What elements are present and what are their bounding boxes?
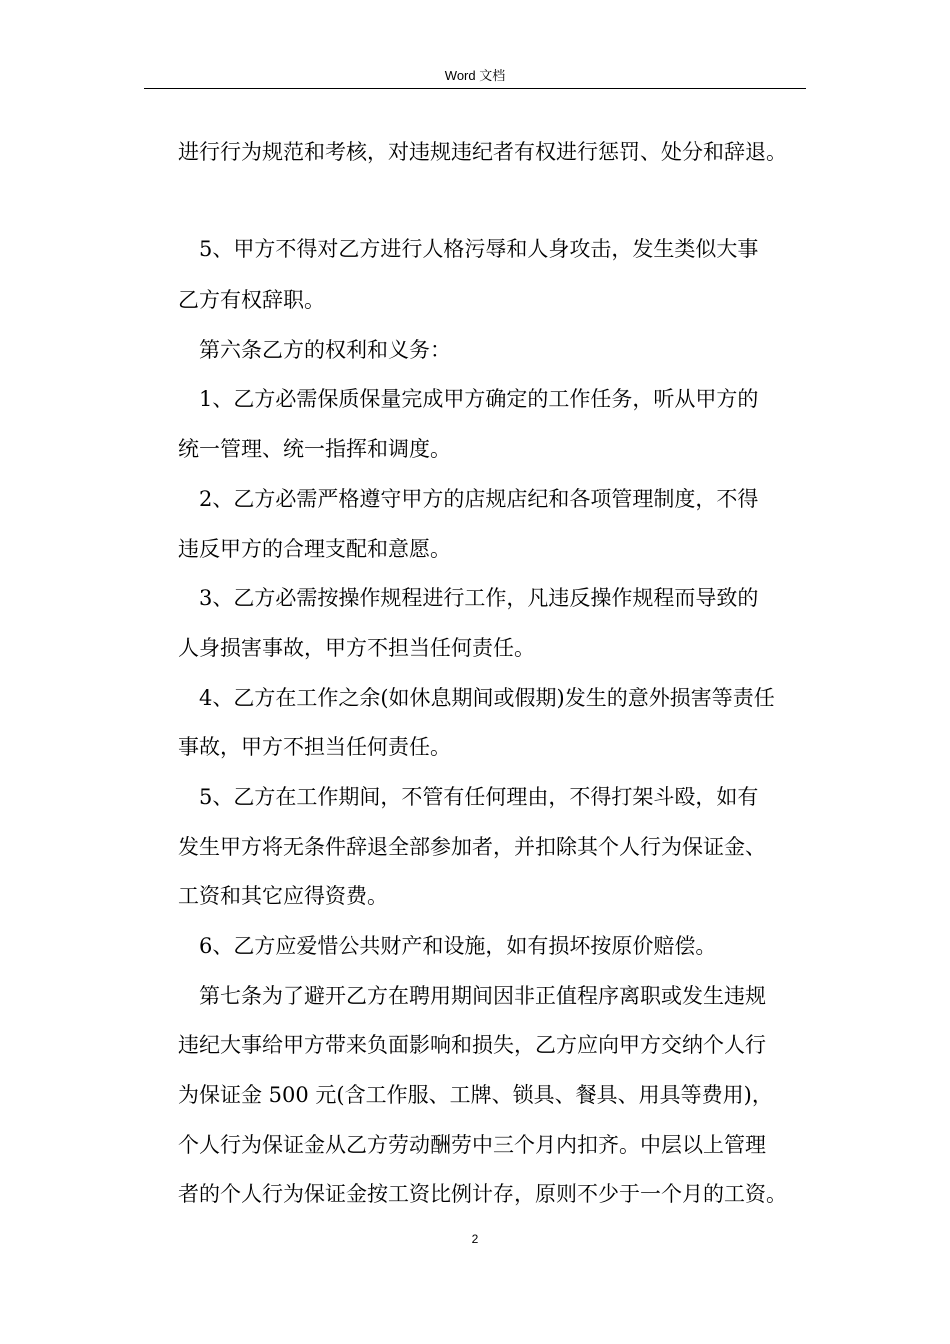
body-line: 者的个人行为保证金按工资比例计存，原则不少于一个月的工资。	[178, 1182, 787, 1206]
body-line: 第六条乙方的权利和义务：	[199, 338, 451, 362]
body-line: 违纪大事给甲方带来负面影响和损失，乙方应向甲方交纳个人行	[178, 1033, 766, 1057]
body-line: 统一管理、统一指挥和调度。	[178, 437, 451, 461]
body-line: 人身损害事故，甲方不担当任何责任。	[178, 636, 535, 660]
body-line: 个人行为保证金从乙方劳动酬劳中三个月内扣齐。中层以上管理	[178, 1133, 766, 1157]
body-line: 5、甲方不得对乙方进行人格污辱和人身攻击，发生类似大事	[199, 237, 759, 261]
body-line: 5、乙方在工作期间，不管有任何理由，不得打架斗殴，如有	[199, 785, 759, 809]
header-rule	[144, 88, 806, 89]
body-line: 1、乙方必需保质保量完成甲方确定的工作任务，听从甲方的	[199, 387, 759, 411]
body-line: 6、乙方应爱惜公共财产和设施，如有损坏按原价赔偿。	[199, 934, 717, 958]
body-line: 工资和其它应得资费。	[178, 884, 388, 908]
body-line: 2、乙方必需严格遵守甲方的店规店纪和各项管理制度，不得	[199, 487, 759, 511]
body-line: 进行行为规范和考核，对违规违纪者有权进行惩罚、处分和辞退。	[178, 140, 787, 164]
body-line: 为保证金 500 元(含工作服、工牌、锁具、餐具、用具等费用)，	[178, 1083, 773, 1107]
page-number: 2	[471, 1232, 479, 1246]
body-line: 发生甲方将无条件辞退全部参加者，并扣除其个人行为保证金、	[178, 835, 766, 859]
body-line: 4、乙方在工作之余(如休息期间或假期)发生的意外损害等责任	[199, 686, 775, 710]
body-line: 事故，甲方不担当任何责任。	[178, 735, 451, 759]
body-line: 第七条为了避开乙方在聘用期间因非正值程序离职或发生违规	[199, 984, 766, 1008]
page-header: Word 文档	[444, 68, 506, 83]
body-line: 3、乙方必需按操作规程进行工作，凡违反操作规程而导致的	[199, 586, 759, 610]
body-line: 违反甲方的合理支配和意愿。	[178, 537, 451, 561]
body-line: 乙方有权辞职。	[178, 288, 325, 312]
